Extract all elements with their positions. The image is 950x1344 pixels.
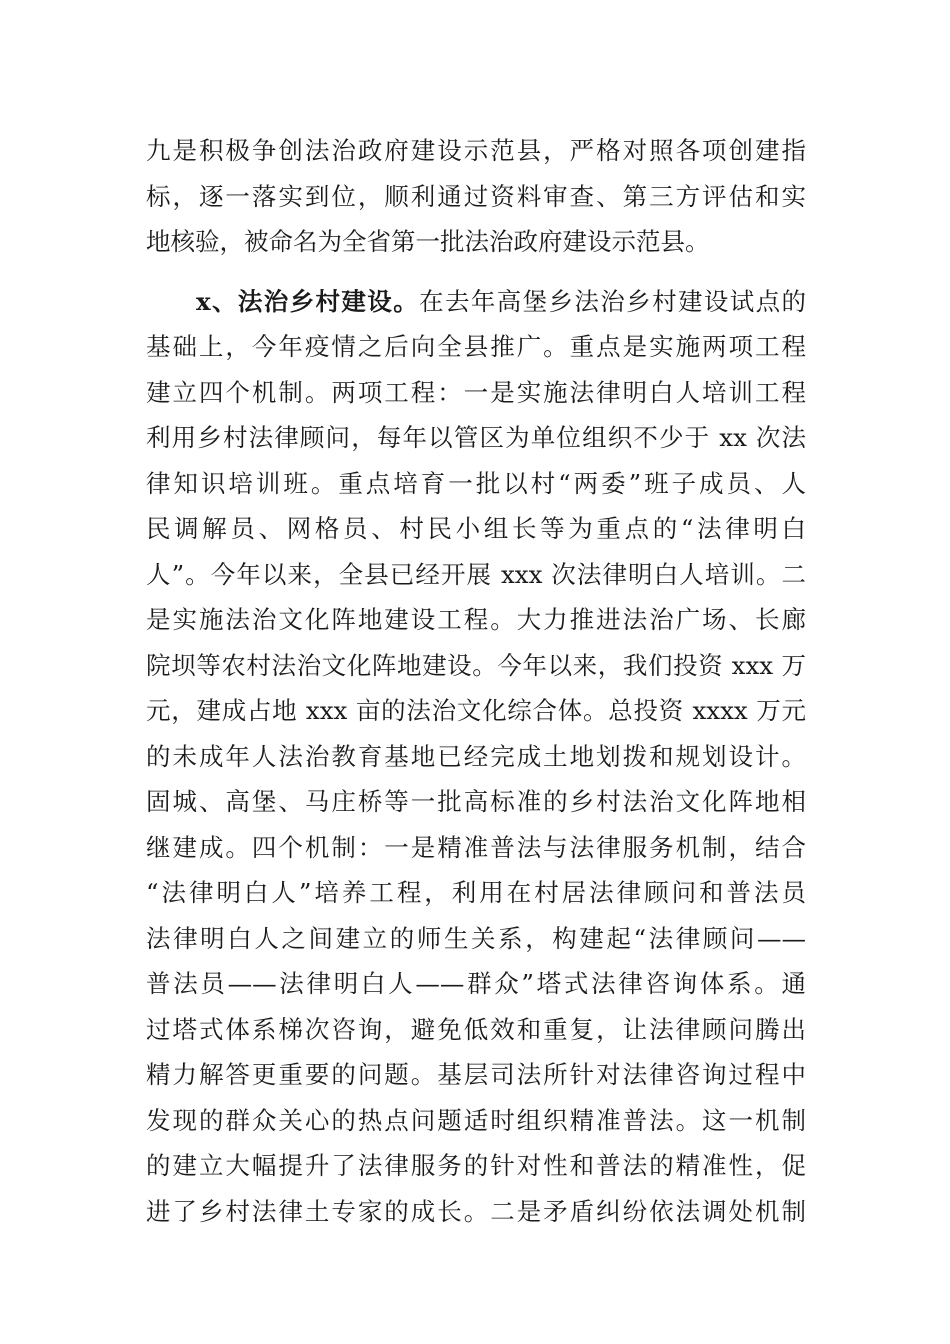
text-line: 法律明白人之间建立的师生关系，构建起“法律顾问—— bbox=[146, 923, 806, 953]
text-line: 基础上，今年疫情之后向全县推广。重点是实施两项工程 bbox=[146, 332, 806, 361]
text-line: 建立四个机制。两项工程：一是实施法律明白人培训工程 bbox=[146, 377, 806, 407]
text-line: 的建立大幅提升了法律服务的针对性和普法的精准性，促 bbox=[146, 1151, 806, 1180]
text-line: 院坝等农村法治文化阵地建设。今年以来，我们投资 xxx 万 bbox=[146, 650, 806, 680]
paragraph-2-first-line bbox=[146, 279, 806, 325]
text-line: 人”。今年以来，全县已经开展 xxx 次法律明白人培训。二 bbox=[146, 559, 806, 589]
text-line: 是实施法治文化阵地建设工程。大力推进法治广场、长廊 bbox=[146, 605, 806, 634]
text-line: 普法员——法律明白人——群众”塔式法律咨询体系。通 bbox=[146, 969, 806, 998]
text-line: 利用乡村法律顾问，每年以管区为单位组织不少于 xx 次法 bbox=[146, 423, 806, 452]
text-line: 元，建成占地 xxx 亩的法治文化综合体。总投资 xxxx 万元 bbox=[146, 696, 806, 725]
text-line: 固城、高堡、马庄桥等一批高标准的乡村法治文化阵地相 bbox=[146, 787, 806, 816]
text-line: 过塔式体系梯次咨询，避免低效和重复，让法律顾问腾出 bbox=[146, 1014, 806, 1044]
text-line: 民调解员、网格员、村民小组长等为重点的“法律明白 bbox=[146, 514, 806, 543]
text-line: 律知识培训班。重点培育一批以村“两委”班子成员、人 bbox=[146, 468, 806, 498]
text-line: 地核验，被命名为全省第一批法治政府建设示范县。 bbox=[146, 227, 710, 256]
paragraph-1 bbox=[146, 128, 806, 265]
text-line: 九是积极争创法治政府建设示范县，严格对照各项创建指 bbox=[146, 136, 806, 165]
text-line: 精力解答更重要的问题。基层司法所针对法律咨询过程中 bbox=[146, 1060, 806, 1089]
text-line: 发现的群众关心的热点问题适时组织精准普法。这一机制 bbox=[146, 1105, 806, 1135]
document-page bbox=[146, 128, 806, 1234]
section-heading: x、法治乡村建设。 bbox=[196, 286, 420, 316]
text-line: 继建成。四个机制：一是精准普法与法律服务机制，结合 bbox=[146, 832, 806, 862]
text-span: 在去年高堡乡法治乡村建设试点的 bbox=[419, 286, 806, 316]
text-line: 标，逐一落实到位，顺利通过资料审查、第三方评估和实 bbox=[146, 181, 806, 211]
paragraph-2 bbox=[146, 279, 806, 1235]
text-line: 进了乡村法律土专家的成长。二是矛盾纠纷依法调处机制 bbox=[146, 1196, 806, 1226]
text-line: “法律明白人”培养工程，利用在村居法律顾问和普法员 bbox=[146, 878, 806, 907]
text-line: 的未成年人法治教育基地已经完成土地划拨和规划设计。 bbox=[146, 741, 806, 771]
